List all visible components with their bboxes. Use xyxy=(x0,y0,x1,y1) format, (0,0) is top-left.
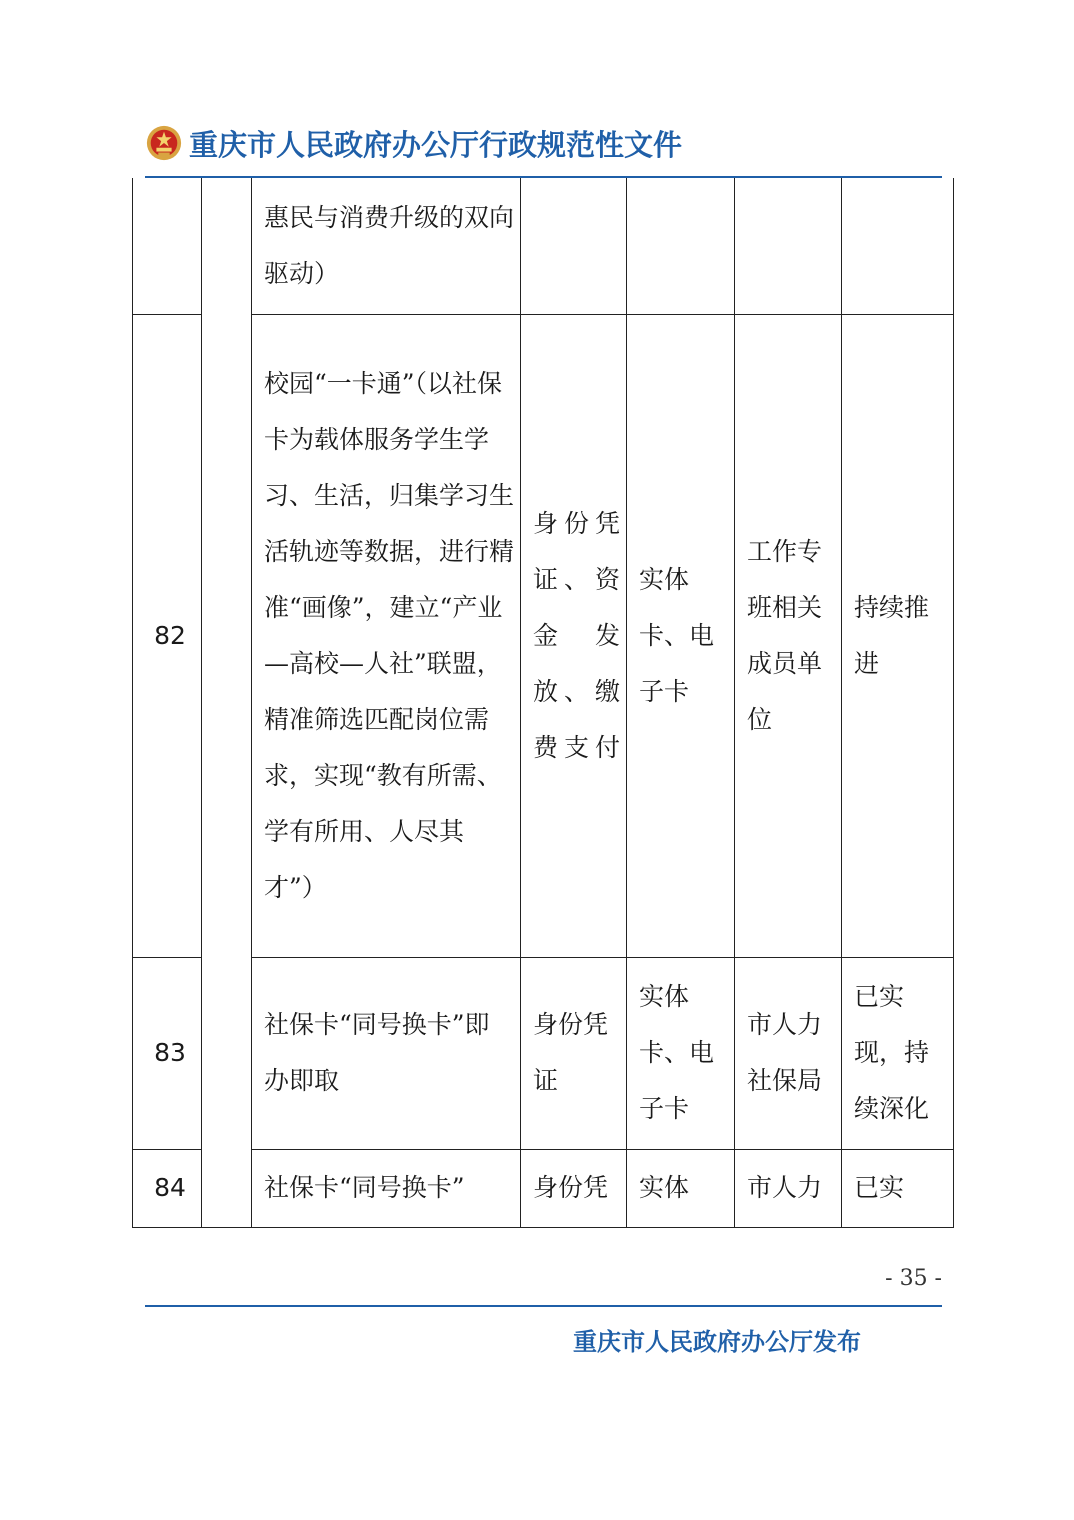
unit-cell: 工作专班相关成员单位 xyxy=(735,314,842,957)
footer-rule xyxy=(145,1305,942,1307)
item-content: 社保卡“同号换卡”即办即取 xyxy=(252,957,521,1149)
footer-publisher: 重庆市人民政府办公厅发布 xyxy=(573,1328,861,1356)
unit-cell: 市人力社保局 xyxy=(735,957,842,1149)
scene-cell: 身份凭证、资金发放、缴费支付 xyxy=(521,314,627,957)
item-content: 惠民与消费升级的双向驱动） xyxy=(252,178,521,314)
item-content: 校园“一卡通”（以社保卡为载体服务学生学习、生活，归集学习生活轨迹等数据，进行精准“画像”，建立“产业—高校—人社”联盟，精准筛选匹配岗位需求，实现“教有所需、学有所用、人尽其才”） xyxy=(252,314,521,957)
row-number: 84 xyxy=(133,1149,202,1227)
row-number: 82 xyxy=(133,314,202,957)
scene-cell xyxy=(521,178,627,314)
table-row xyxy=(133,1149,954,1227)
carrier-cell xyxy=(627,178,735,314)
document-header xyxy=(145,118,682,168)
header-title: 重庆市人民政府办公厅行政规范性文件 xyxy=(189,127,683,162)
unit-cell xyxy=(735,178,842,314)
carrier-cell: 实体 xyxy=(627,1149,735,1227)
table-row xyxy=(133,957,954,1149)
row-number xyxy=(133,178,202,314)
carrier-cell: 实体卡、电子卡 xyxy=(627,957,735,1149)
scene-cell: 身份凭证 xyxy=(521,957,627,1149)
table-row xyxy=(133,178,954,314)
task-table xyxy=(132,178,954,1228)
progress-cell: 持续推进 xyxy=(842,314,954,957)
national-emblem-icon xyxy=(145,123,183,163)
progress-cell: 已实 xyxy=(842,1149,954,1227)
progress-cell: 已实现，持续深化 xyxy=(842,957,954,1149)
row-number: 83 xyxy=(133,957,202,1149)
table-row xyxy=(133,314,954,957)
category-cell xyxy=(202,178,252,1227)
page-number: - 35 - xyxy=(885,1266,942,1291)
item-content: 社保卡“同号换卡” xyxy=(252,1149,521,1227)
scene-cell: 身份凭 xyxy=(521,1149,627,1227)
unit-cell: 市人力 xyxy=(735,1149,842,1227)
progress-cell xyxy=(842,178,954,314)
carrier-cell: 实体卡、电子卡 xyxy=(627,314,735,957)
